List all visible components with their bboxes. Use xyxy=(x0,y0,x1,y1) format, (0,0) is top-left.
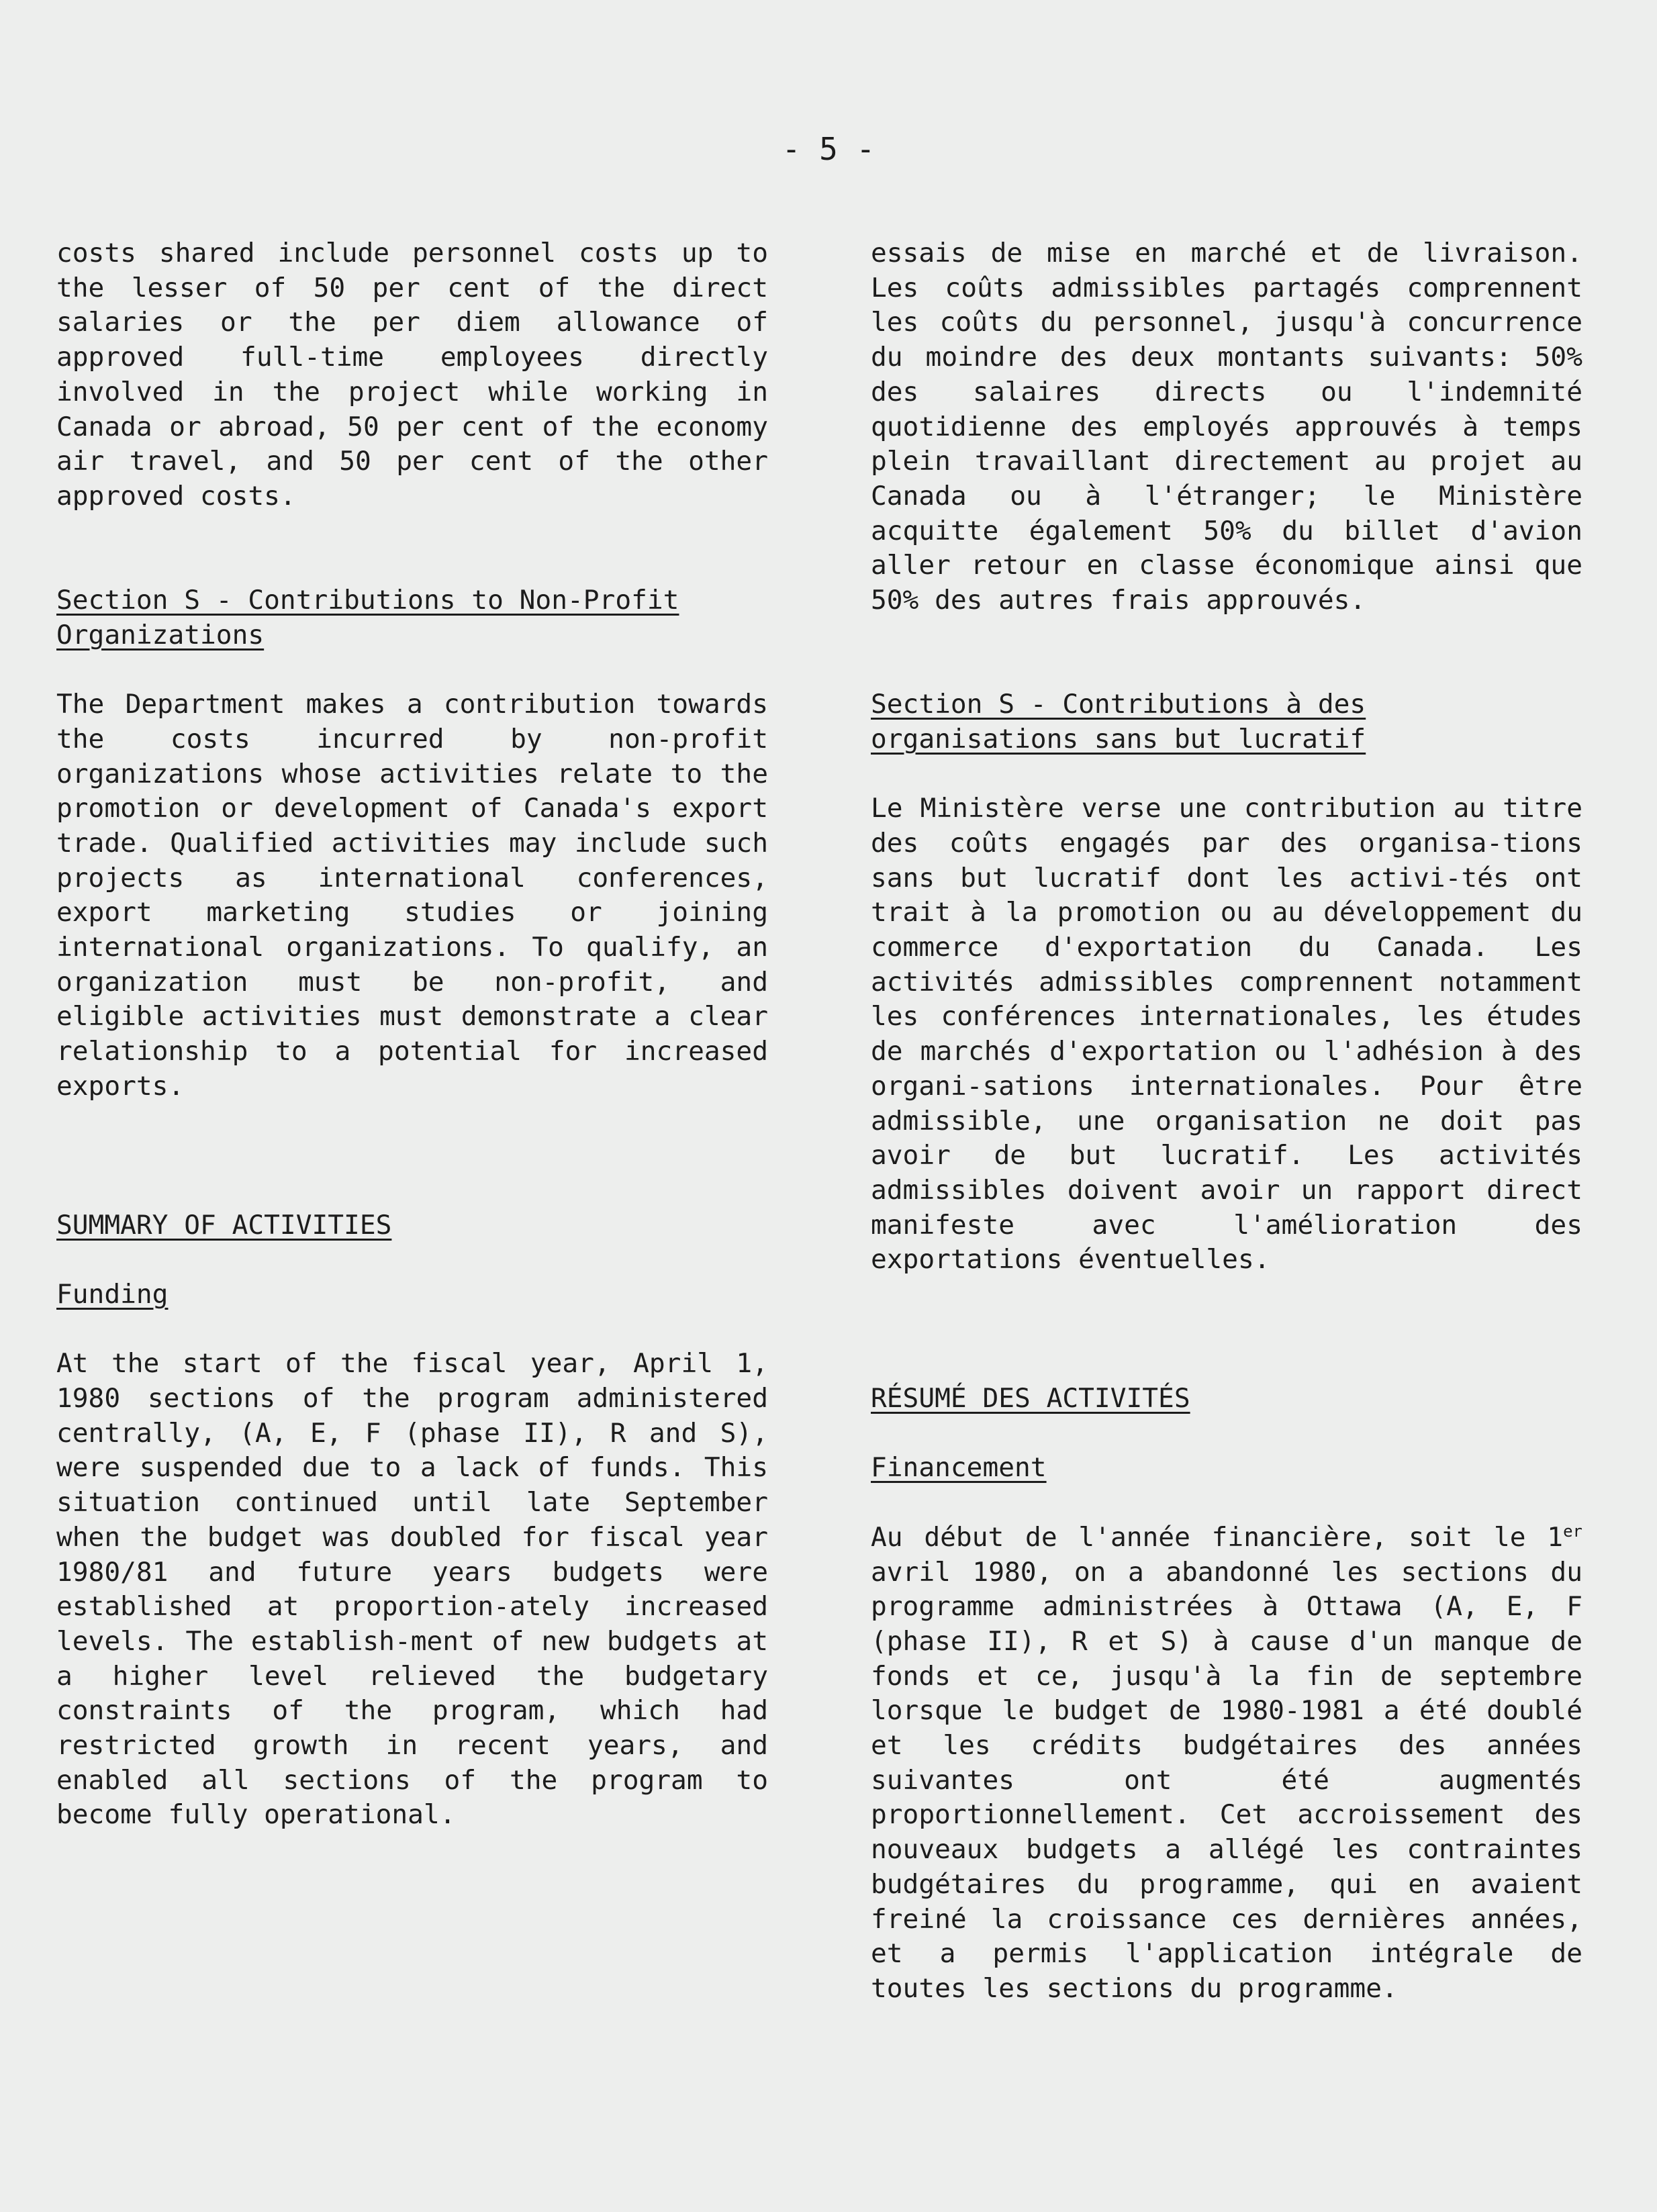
en-section-s-heading-line1: Section S - Contributions to Non-Profit xyxy=(56,585,679,616)
fr-funding-paragraph xyxy=(871,1521,1582,2007)
french-column xyxy=(871,236,1582,2007)
en-intro-paragraph: costs shared include personnel costs up to the lesser of 50 per cent of the direct salaries or the per diem allowance of approved full-time employees directly involved in the project while working in Canada or abroad, 50 per cent of the economy air travel, and 50 per cent of the other approved costs. xyxy=(56,238,768,512)
en-funding-heading: Funding xyxy=(56,1278,169,1310)
fr-summary-heading-wrap xyxy=(871,1382,1582,1416)
en-section-s-heading-line2: Organizations xyxy=(56,619,265,651)
en-summary-heading-wrap xyxy=(56,1208,768,1243)
english-column xyxy=(56,236,768,1833)
fr-section-s-paragraph: Le Ministère verse une contribution au titre des coûts engagés par des organisa-tions sans but lucratif dont les activi-tés ont trait à la promotion ou au développement du commerce d'exportation du Canada. Les activités admissibles comprennent notamment les conférences internationales, les études de marchés d'exportation ou l'adhésion à des organi-sations internationales. Pour être admissible, une organisation ne doit pas avoir de but lucratif. Les activités admissibles doivent avoir un rapport direct manifeste avec l'amélioration des exportations éventuelles. xyxy=(871,793,1582,1276)
fr-section-s-heading xyxy=(871,687,1582,757)
page-number: - 5 - xyxy=(782,131,875,167)
fr-funding-heading-wrap xyxy=(871,1451,1582,1486)
en-summary-heading: SUMMARY OF ACTIVITIES xyxy=(56,1209,392,1241)
en-section-s-paragraph: The Department makes a contribution towards the costs incurred by non-profit organizations whose activities relate to the promotion or development of Canada's export trade. Qualified activities may include such projects as international conferences, export marketing studies or joining international organizations. To qualify, an organization must be non-profit, and eligible activities must demonstrate a clear relationship to a potential for increased exports. xyxy=(56,689,768,1102)
fr-section-s-heading-line1: Section S - Contributions à des xyxy=(871,689,1366,720)
fr-funding-heading: Financement xyxy=(871,1452,1047,1484)
fr-funding-start: Au début de l'année financière, soit le 1 xyxy=(871,1521,1564,1553)
fr-funding-rest: avril 1980, on a abandonné les sections du programme administrées à Ottawa (A, E, F (phase II), R et S) à cause d'un manque de fonds et ce, jusqu'à la fin de septembre lorsque le budget de 1980-1981 a été doublé et les crédits budgétaires des années suivantes ont été augmentés proportionnellement. Cet accroissement des nouveaux budgets a allégé les contraintes budgétaires du programme, qui en avaient freiné la croissance ces dernières années, et a permis l'application intégrale de toutes les sections du programme. xyxy=(871,1556,1582,2004)
fr-funding-superscript: er xyxy=(1563,1521,1582,1541)
fr-summary-heading: RÉSUMÉ DES ACTIVITÉS xyxy=(871,1383,1190,1414)
fr-intro-paragraph: essais de mise en marché et de livraison. Les coûts admissibles partagés comprennent les coûts du personnel, jusqu'à concurrence du moindre des deux montants suivants: 50% des salaires directs ou l'indemnité quotidienne des employés approuvés à temps plein travaillant directement au projet au Canada ou à l'étranger; le Ministère acquitte également 50% du billet d'avion aller retour en classe économique ainsi que 50% des autres frais approuvés. xyxy=(871,238,1582,616)
fr-section-s-heading-line2: organisations sans but lucratif xyxy=(871,723,1366,755)
en-section-s-heading xyxy=(56,583,768,653)
en-funding-heading-wrap xyxy=(56,1278,768,1312)
en-funding-paragraph: At the start of the fiscal year, April 1, 1980 sections of the program administered centrally, (A, E, F (phase II), R and S), were suspended due to a lack of funds. This situation continued until late September when the budget was doubled for fiscal year 1980/81 and future years budgets were established at proportion-ately increased levels. The establish-ment of new budgets at a higher level relieved the budgetary constraints of the program, which had restricted growth in recent years, and enabled all sections of the program to become fully operational. xyxy=(56,1348,768,1831)
